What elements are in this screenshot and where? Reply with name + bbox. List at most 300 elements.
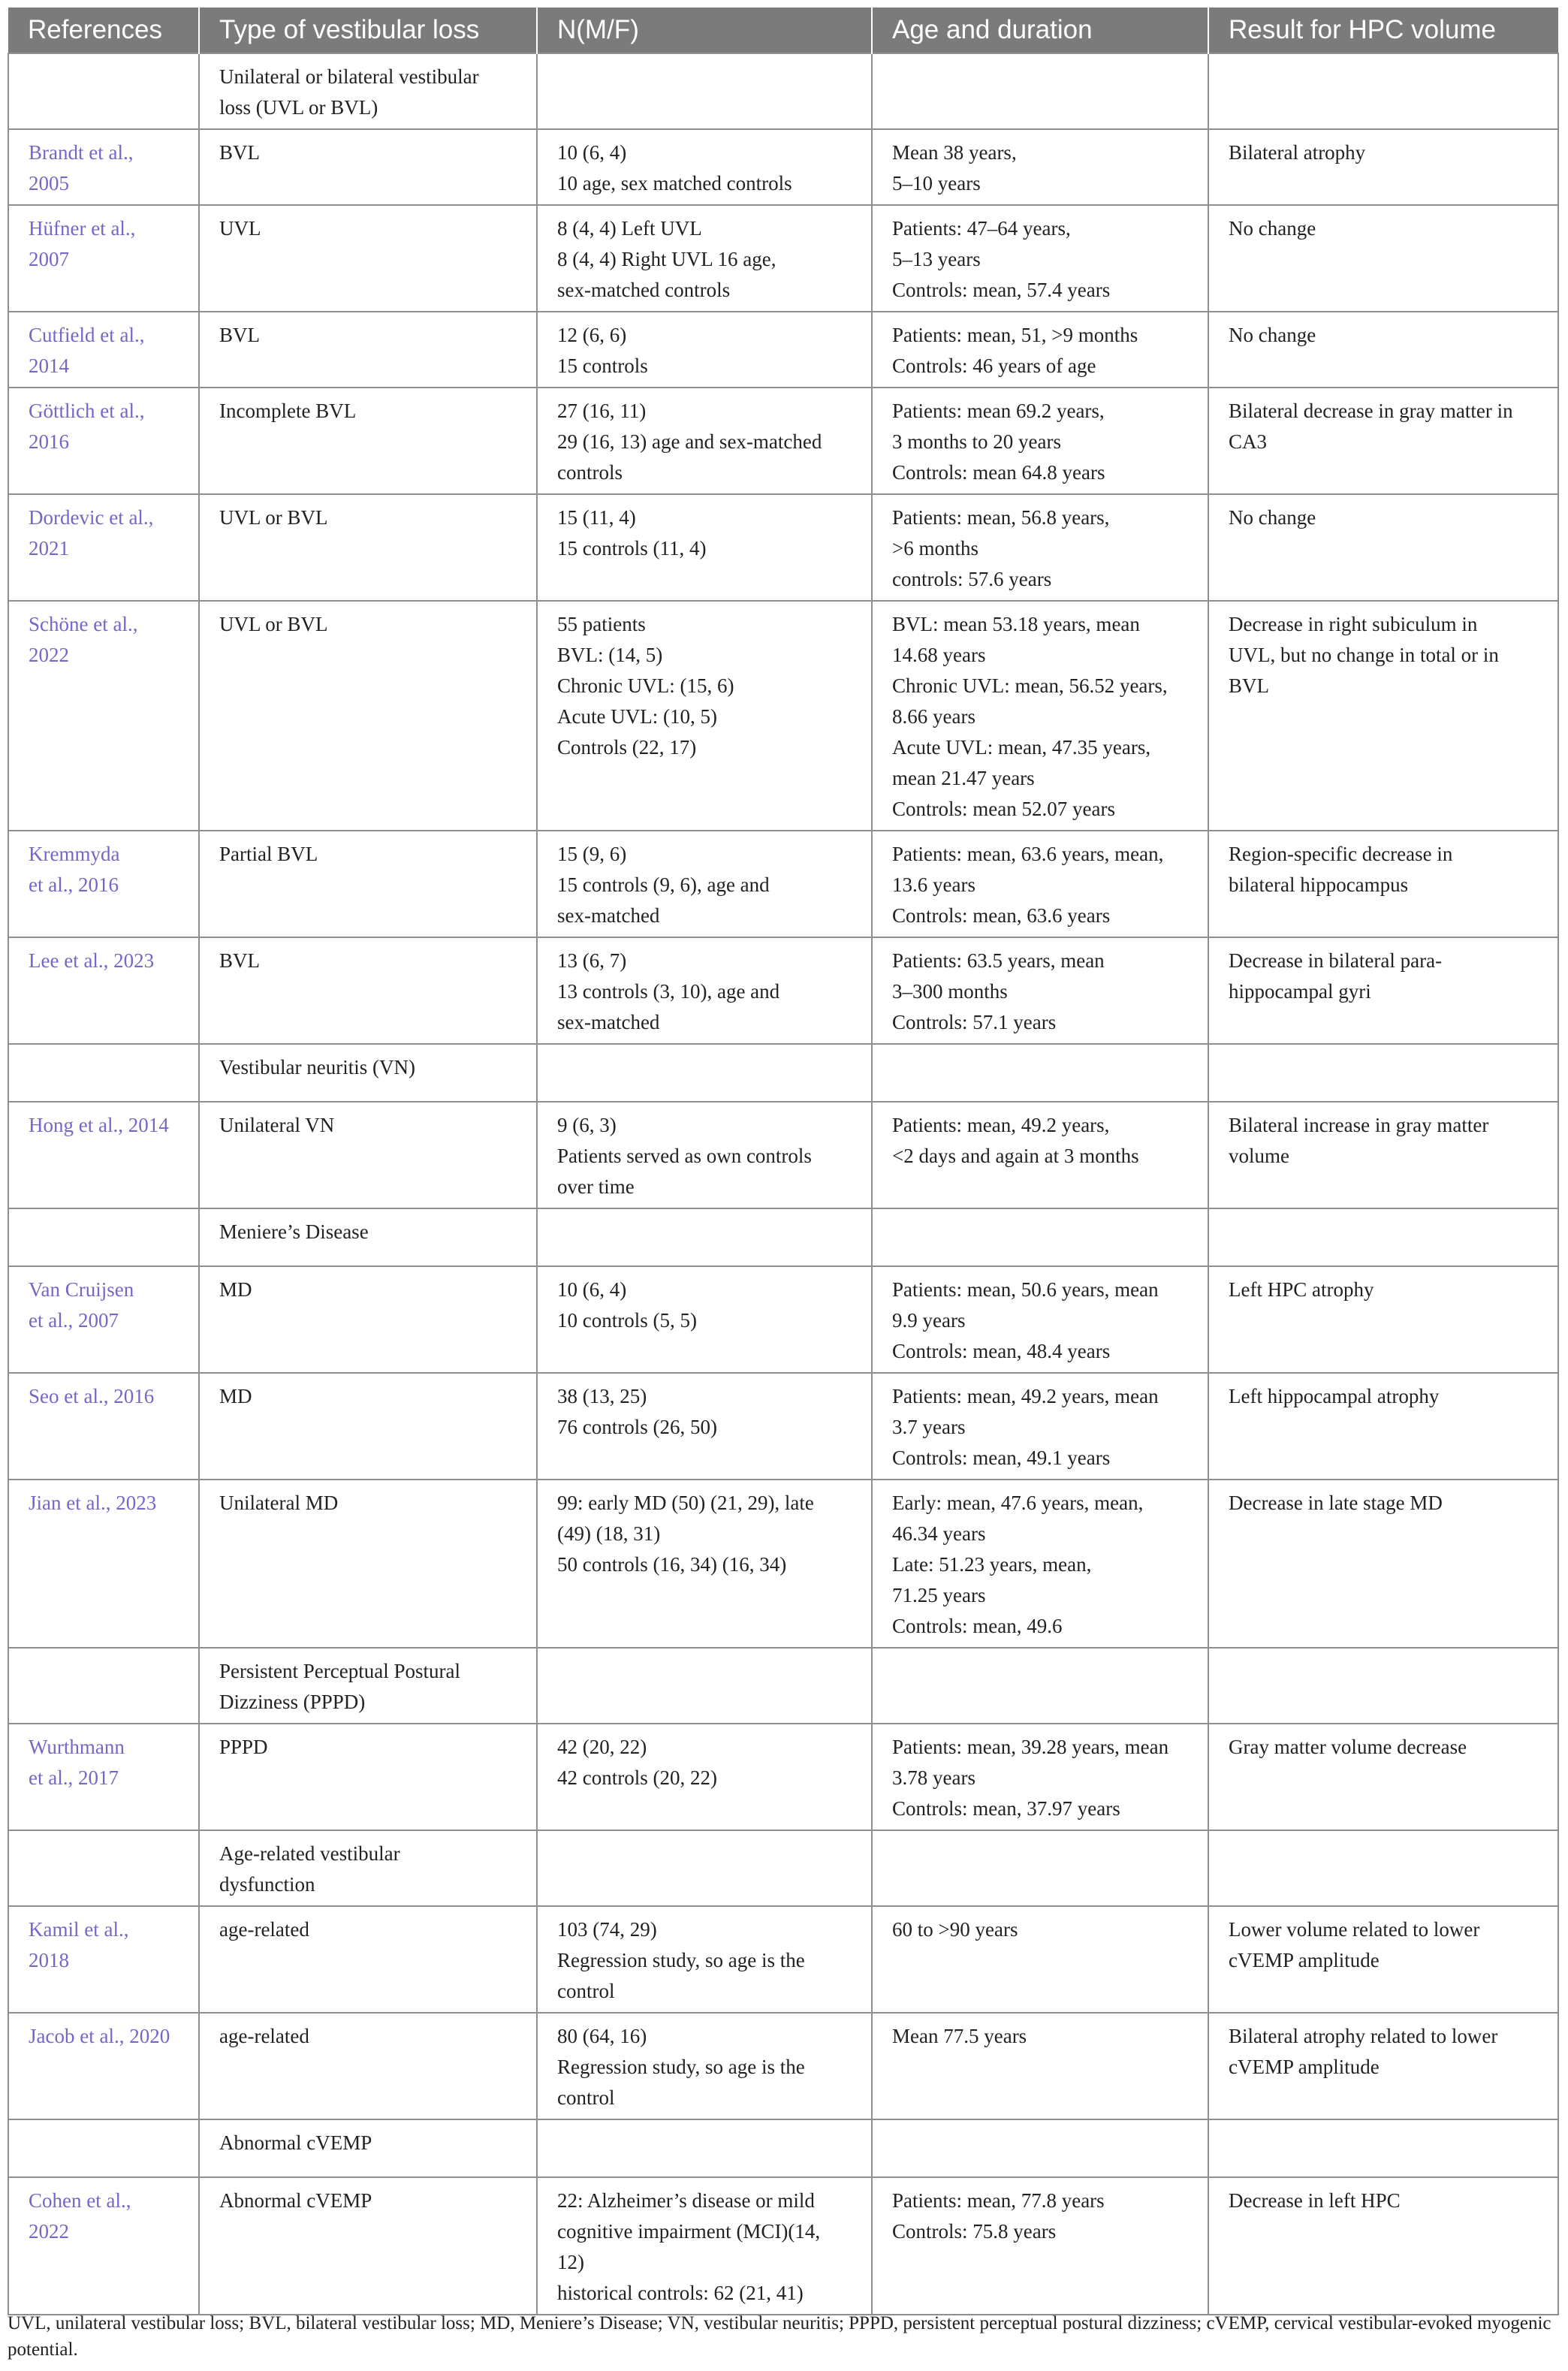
age-cell [872, 1906, 1208, 2013]
section-label [199, 2119, 537, 2177]
age-cell-line: Patients: mean, 63.6 years, mean, [892, 843, 1164, 865]
type-cell [199, 1480, 537, 1648]
table-row [8, 1266, 1558, 1373]
result-cell-line: BVL [1229, 674, 1269, 697]
age-cell-line: Patients: mean, 51, >9 months [892, 324, 1138, 346]
table-row [8, 388, 1558, 494]
result-cell-line: Region-specific decrease in [1229, 843, 1453, 865]
age-cell [872, 937, 1208, 1044]
n-cell-line: 15 controls [557, 354, 648, 377]
header-age: Age and duration [872, 8, 1208, 53]
type-cell [199, 1102, 537, 1208]
age-cell [872, 312, 1208, 388]
reference-link-line: Cohen et al., [29, 2189, 131, 2212]
n-cell-line: historical controls: 62 (21, 41) [557, 2282, 804, 2304]
type-cell-line: Unilateral VN [219, 1114, 335, 1136]
empty-cell [8, 2119, 199, 2177]
table-row [8, 1102, 1558, 1208]
n-cell-line: 10 age, sex matched controls [557, 172, 792, 195]
type-cell [199, 1373, 537, 1480]
result-cell [1208, 1266, 1558, 1373]
result-cell [1208, 831, 1558, 937]
type-cell-line: age-related [219, 1918, 309, 1941]
empty-cell [537, 1208, 872, 1266]
result-cell [1208, 1480, 1558, 1648]
n-cell-line: 76 controls (26, 50) [557, 1416, 717, 1438]
empty-cell [872, 1648, 1208, 1724]
age-cell-line: Patients: mean 69.2 years, [892, 400, 1105, 422]
age-cell-line: Controls: 46 years of age [892, 354, 1096, 377]
empty-cell [537, 1648, 872, 1724]
section-row [8, 2119, 1558, 2177]
table-row [8, 831, 1558, 937]
reference-link-line: Kamil et al., [29, 1918, 129, 1941]
age-cell-line: Controls: mean, 49.1 years [892, 1446, 1111, 1469]
age-cell-line: Controls: mean, 37.97 years [892, 1797, 1120, 1820]
n-cell-line: 15 controls (9, 6), age and [557, 873, 770, 896]
type-cell [199, 494, 537, 601]
n-cell [537, 601, 872, 831]
n-cell-line: 12 (6, 6) [557, 324, 627, 346]
result-cell [1208, 388, 1558, 494]
n-cell-line: 55 patients [557, 613, 646, 635]
header-result: Result for HPC volume [1208, 8, 1558, 53]
reference-link-line: 2007 [29, 248, 69, 270]
n-cell-line: 99: early MD (50) (21, 29), late [557, 1492, 814, 1514]
result-cell-line: Gray matter volume decrease [1229, 1736, 1467, 1758]
age-cell-line: Controls: mean 52.07 years [892, 798, 1115, 820]
vestibular-hpc-table [8, 8, 1559, 2315]
type-cell-line: Unilateral MD [219, 1492, 339, 1514]
reference-link-line: et al., 2016 [29, 873, 119, 896]
age-cell-line: 5–10 years [892, 172, 981, 195]
n-cell-line: 13 (6, 7) [557, 949, 627, 972]
result-cell [1208, 494, 1558, 601]
reference-link-line: Dordevic et al., [29, 506, 154, 529]
n-cell-line: BVL: (14, 5) [557, 644, 663, 666]
n-cell [537, 1906, 872, 2013]
reference-link[interactable] [8, 937, 199, 1044]
n-cell-line: sex-matched [557, 904, 660, 927]
n-cell-line: 15 (11, 4) [557, 506, 636, 529]
result-cell [1208, 937, 1558, 1044]
empty-cell [8, 1648, 199, 1724]
age-cell-line: Patients: mean, 39.28 years, mean [892, 1736, 1169, 1758]
n-cell [537, 2013, 872, 2119]
reference-link-line: Hong et al., 2014 [29, 1114, 169, 1136]
n-cell-line: 10 (6, 4) [557, 141, 627, 164]
section-label-line: Persistent Perceptual Postural [219, 1660, 460, 1682]
type-cell-line: BVL [219, 949, 260, 972]
age-cell-line: 71.25 years [892, 1584, 986, 1606]
age-cell-line: controls: 57.6 years [892, 568, 1052, 590]
table-container [8, 8, 1557, 2315]
type-cell-line: Abnormal cVEMP [219, 2189, 372, 2212]
n-cell-line: 42 (20, 22) [557, 1736, 647, 1758]
n-cell-line: 80 (64, 16) [557, 2025, 647, 2047]
age-cell-line: 60 to >90 years [892, 1918, 1018, 1941]
n-cell-line: 29 (16, 13) age and sex-matched [557, 430, 822, 453]
age-cell-line: <2 days and again at 3 months [892, 1145, 1139, 1167]
age-cell-line: Mean 77.5 years [892, 2025, 1027, 2047]
type-cell-line: MD [219, 1278, 252, 1301]
age-cell [872, 494, 1208, 601]
reference-link-line: et al., 2017 [29, 1766, 119, 1789]
age-cell-line: Acute UVL: mean, 47.35 years, [892, 736, 1151, 759]
n-cell-line: controls [557, 461, 623, 484]
result-cell-line: UVL, but no change in total or in [1229, 644, 1499, 666]
table-row [8, 494, 1558, 601]
section-label-line: Dizziness (PPPD) [219, 1691, 366, 1713]
age-cell [872, 1266, 1208, 1373]
n-cell [537, 2177, 872, 2315]
age-cell-line: Patients: mean, 77.8 years [892, 2189, 1105, 2212]
section-row [8, 1830, 1558, 1906]
section-label-line: Unilateral or bilateral vestibular [219, 65, 479, 88]
empty-cell [1208, 2119, 1558, 2177]
type-cell-line: age-related [219, 2025, 309, 2047]
age-cell-line: Controls: mean, 49.6 [892, 1615, 1063, 1637]
header-type: Type of vestibular loss [199, 8, 537, 53]
type-cell [199, 2177, 537, 2315]
section-label-line: Vestibular neuritis (VN) [219, 1056, 415, 1078]
reference-link-line: 2022 [29, 2220, 69, 2243]
n-cell-line: sex-matched controls [557, 279, 731, 301]
table-row [8, 937, 1558, 1044]
age-cell-line: Controls: mean, 57.4 years [892, 279, 1111, 301]
empty-cell [1208, 53, 1558, 129]
n-cell-line: Regression study, so age is the [557, 2056, 805, 2078]
age-cell [872, 129, 1208, 205]
reference-link-line: Jian et al., 2023 [29, 1492, 157, 1514]
result-cell-line: bilateral hippocampus [1229, 873, 1409, 896]
table-row [8, 129, 1558, 205]
empty-cell [8, 1208, 199, 1266]
result-cell [1208, 312, 1558, 388]
age-cell-line: Patients: 47–64 years, [892, 217, 1071, 240]
result-cell-line: No change [1229, 324, 1316, 346]
type-cell [199, 1724, 537, 1830]
n-cell-line: control [557, 1980, 615, 2002]
n-cell [537, 1373, 872, 1480]
section-label-line: Abnormal cVEMP [219, 2131, 372, 2154]
age-cell-line: 3 months to 20 years [892, 430, 1061, 453]
reference-link-line: Van Cruijsen [29, 1278, 134, 1301]
n-cell-line: 50 controls (16, 34) (16, 34) [557, 1553, 787, 1576]
age-cell-line: Late: 51.23 years, mean, [892, 1553, 1092, 1576]
age-cell-line: Patients: mean, 56.8 years, [892, 506, 1110, 529]
age-cell-line: 14.68 years [892, 644, 986, 666]
empty-cell [8, 1044, 199, 1102]
type-cell-line: BVL [219, 141, 260, 164]
type-cell-line: UVL or BVL [219, 506, 328, 529]
age-cell-line: mean 21.47 years [892, 767, 1035, 789]
age-cell-line: 3–300 months [892, 980, 1008, 1003]
section-label [199, 1648, 537, 1724]
age-cell-line: Controls: 75.8 years [892, 2220, 1057, 2243]
empty-cell [872, 1208, 1208, 1266]
section-row [8, 1044, 1558, 1102]
reference-link-line: 2018 [29, 1949, 69, 1971]
reference-link[interactable] [8, 2013, 199, 2119]
age-cell-line: Controls: mean, 63.6 years [892, 904, 1111, 927]
section-row [8, 1208, 1558, 1266]
section-label-line: loss (UVL or BVL) [219, 96, 378, 119]
age-cell-line: 3.7 years [892, 1416, 966, 1438]
empty-cell [872, 1830, 1208, 1906]
age-cell [872, 601, 1208, 831]
age-cell-line: Patients: 63.5 years, mean [892, 949, 1105, 972]
table-row [8, 1906, 1558, 2013]
n-cell-line: (49) (18, 31) [557, 1522, 661, 1545]
reference-link[interactable] [8, 1266, 199, 1373]
reference-link[interactable] [8, 494, 199, 601]
result-cell-line: Decrease in bilateral para- [1229, 949, 1443, 972]
age-cell-line: Mean 38 years, [892, 141, 1017, 164]
reference-link-line: Schöne et al., [29, 613, 138, 635]
n-cell-line: Regression study, so age is the [557, 1949, 805, 1971]
table-row [8, 2013, 1558, 2119]
reference-link[interactable] [8, 831, 199, 937]
empty-cell [537, 1830, 872, 1906]
reference-link-line: Kremmyda [29, 843, 120, 865]
reference-link-line: Wurthmann [29, 1736, 125, 1758]
reference-link[interactable] [8, 1906, 199, 2013]
age-cell-line: Chronic UVL: mean, 56.52 years, [892, 674, 1168, 697]
n-cell [537, 937, 872, 1044]
age-cell-line: >6 months [892, 537, 978, 560]
reference-link-line: Brandt et al., [29, 141, 134, 164]
n-cell-line: 103 (74, 29) [557, 1918, 657, 1941]
n-cell-line: 8 (4, 4) Right UVL 16 age, [557, 248, 776, 270]
empty-cell [8, 1830, 199, 1906]
age-cell-line: BVL: mean 53.18 years, mean [892, 613, 1140, 635]
n-cell-line: over time [557, 1175, 635, 1198]
result-cell-line: No change [1229, 506, 1316, 529]
type-cell [199, 312, 537, 388]
result-cell-line: Left HPC atrophy [1229, 1278, 1374, 1301]
section-label [199, 53, 537, 129]
result-cell-line: Bilateral atrophy [1229, 141, 1366, 164]
age-cell-line: 8.66 years [892, 705, 975, 728]
reference-link-line: 2016 [29, 430, 69, 453]
reference-link-line: 2022 [29, 644, 69, 666]
n-cell-line: 15 controls (11, 4) [557, 537, 707, 560]
reference-link-line: Lee et al., 2023 [29, 949, 155, 972]
result-cell-line: Bilateral atrophy related to lower [1229, 2025, 1498, 2047]
age-cell [872, 205, 1208, 312]
age-cell [872, 831, 1208, 937]
n-cell [537, 1480, 872, 1648]
n-cell [537, 129, 872, 205]
n-cell-line: 42 controls (20, 22) [557, 1766, 717, 1789]
type-cell [199, 2013, 537, 2119]
result-cell-line: CA3 [1229, 430, 1268, 453]
reference-link-line: Jacob et al., 2020 [29, 2025, 170, 2047]
table-row [8, 205, 1558, 312]
n-cell-line: 38 (13, 25) [557, 1385, 647, 1407]
age-cell-line: 3.78 years [892, 1766, 975, 1789]
table-row [8, 1724, 1558, 1830]
n-cell [537, 831, 872, 937]
section-label [199, 1208, 537, 1266]
result-cell [1208, 205, 1558, 312]
reference-link-line: Hüfner et al., [29, 217, 136, 240]
age-cell [872, 2013, 1208, 2119]
result-cell-line: Bilateral decrease in gray matter in [1229, 400, 1513, 422]
empty-cell [872, 2119, 1208, 2177]
age-cell [872, 1724, 1208, 1830]
type-cell-line: Partial BVL [219, 843, 318, 865]
reference-link[interactable] [8, 1102, 199, 1208]
n-cell [537, 205, 872, 312]
reference-link-line: 2021 [29, 537, 69, 560]
n-cell-line: 10 controls (5, 5) [557, 1309, 697, 1332]
table-footnote: UVL, unilateral vestibular loss; BVL, bilateral vestibular loss; MD, Meniere’s Disease; VN, vestibular neuritis; PPPD, persistent perceptual postural dizziness; cVEMP, cervical vestibular-evoked myogenic potential. [8, 2313, 1551, 2360]
type-cell [199, 388, 537, 494]
reference-link[interactable] [8, 2177, 199, 2315]
n-cell-line: cognitive impairment (MCI)(14, [557, 2220, 821, 2243]
table-row [8, 601, 1558, 831]
result-cell [1208, 1906, 1558, 2013]
result-cell-line: cVEMP amplitude [1229, 1949, 1380, 1971]
type-cell-line: BVL [219, 324, 260, 346]
n-cell-line: Chronic UVL: (15, 6) [557, 674, 734, 697]
type-cell [199, 129, 537, 205]
result-cell-line: Left hippocampal atrophy [1229, 1385, 1440, 1407]
n-cell [537, 494, 872, 601]
table-row [8, 1373, 1558, 1480]
empty-cell [1208, 1208, 1558, 1266]
n-cell [537, 1102, 872, 1208]
empty-cell [872, 1044, 1208, 1102]
empty-cell [537, 53, 872, 129]
result-cell [1208, 2013, 1558, 2119]
section-label-line: Meniere’s Disease [219, 1220, 369, 1243]
n-cell-line: Patients served as own controls [557, 1145, 812, 1167]
empty-cell [1208, 1830, 1558, 1906]
age-cell-line: 5–13 years [892, 248, 981, 270]
type-cell-line: PPPD [219, 1736, 268, 1758]
age-cell [872, 1373, 1208, 1480]
result-cell-line: No change [1229, 217, 1316, 240]
n-cell [537, 1266, 872, 1373]
result-cell-line: hippocampal gyri [1229, 980, 1371, 1003]
age-cell-line: Controls: mean 64.8 years [892, 461, 1105, 484]
type-cell-line: UVL [219, 217, 261, 240]
result-cell [1208, 601, 1558, 831]
header-n: N(M/F) [537, 8, 872, 53]
section-label [199, 1830, 537, 1906]
age-cell [872, 1102, 1208, 1208]
n-cell-line: 9 (6, 3) [557, 1114, 617, 1136]
reference-link-line: 2014 [29, 354, 69, 377]
type-cell [199, 205, 537, 312]
age-cell-line: 9.9 years [892, 1309, 966, 1332]
reference-link[interactable] [8, 388, 199, 494]
result-cell-line: Decrease in late stage MD [1229, 1492, 1443, 1514]
n-cell-line: 22: Alzheimer’s disease or mild [557, 2189, 815, 2212]
result-cell-line: Decrease in left HPC [1229, 2189, 1401, 2212]
table-row [8, 312, 1558, 388]
n-cell [537, 388, 872, 494]
n-cell-line: sex-matched [557, 1011, 660, 1033]
n-cell-line: 15 (9, 6) [557, 843, 627, 865]
reference-link[interactable] [8, 1480, 199, 1648]
section-label-line: Age-related vestibular [219, 1842, 400, 1865]
age-cell-line: Patients: mean, 50.6 years, mean [892, 1278, 1159, 1301]
section-label-line: dysfunction [219, 1873, 315, 1896]
type-cell-line: MD [219, 1385, 252, 1407]
n-cell-line: 10 (6, 4) [557, 1278, 627, 1301]
type-cell-line: UVL or BVL [219, 613, 328, 635]
reference-link[interactable] [8, 601, 199, 831]
n-cell-line: 12) [557, 2251, 584, 2273]
result-cell [1208, 129, 1558, 205]
table-body [8, 53, 1558, 2315]
type-cell [199, 937, 537, 1044]
result-cell [1208, 2177, 1558, 2315]
reference-link[interactable] [8, 1373, 199, 1480]
table-row [8, 1480, 1558, 1648]
type-cell [199, 1266, 537, 1373]
result-cell-line: Bilateral increase in gray matter [1229, 1114, 1489, 1136]
n-cell [537, 312, 872, 388]
reference-link[interactable] [8, 312, 199, 388]
reference-link[interactable] [8, 205, 199, 312]
reference-link-line: et al., 2007 [29, 1309, 119, 1332]
result-cell-line: Lower volume related to lower [1229, 1918, 1480, 1941]
result-cell [1208, 1724, 1558, 1830]
result-cell [1208, 1373, 1558, 1480]
table-row [8, 2177, 1558, 2315]
empty-cell [1208, 1044, 1558, 1102]
age-cell-line: Controls: mean, 48.4 years [892, 1340, 1111, 1362]
n-cell-line: Acute UVL: (10, 5) [557, 705, 717, 728]
header-row [8, 8, 1558, 53]
n-cell-line: 8 (4, 4) Left UVL [557, 217, 702, 240]
result-cell-line: cVEMP amplitude [1229, 2056, 1380, 2078]
empty-cell [8, 53, 199, 129]
type-cell [199, 1906, 537, 2013]
section-row [8, 53, 1558, 129]
reference-link[interactable] [8, 1724, 199, 1830]
reference-link[interactable] [8, 129, 199, 205]
n-cell-line: Controls (22, 17) [557, 736, 697, 759]
age-cell [872, 388, 1208, 494]
n-cell-line: control [557, 2086, 615, 2109]
result-cell [1208, 1102, 1558, 1208]
header-references: References [8, 8, 199, 53]
type-cell-line: Incomplete BVL [219, 400, 357, 422]
age-cell [872, 1480, 1208, 1648]
reference-link-line: 2005 [29, 172, 69, 195]
reference-link-line: Seo et al., 2016 [29, 1385, 155, 1407]
age-cell-line: Patients: mean, 49.2 years, mean [892, 1385, 1159, 1407]
section-label [199, 1044, 537, 1102]
empty-cell [537, 1044, 872, 1102]
empty-cell [1208, 1648, 1558, 1724]
age-cell-line: Early: mean, 47.6 years, mean, [892, 1492, 1144, 1514]
section-row [8, 1648, 1558, 1724]
reference-link-line: Cutfield et al., [29, 324, 145, 346]
type-cell [199, 831, 537, 937]
n-cell-line: 27 (16, 11) [557, 400, 647, 422]
result-cell-line: volume [1229, 1145, 1289, 1167]
age-cell-line: Patients: mean, 49.2 years, [892, 1114, 1110, 1136]
age-cell [872, 2177, 1208, 2315]
n-cell [537, 1724, 872, 1830]
